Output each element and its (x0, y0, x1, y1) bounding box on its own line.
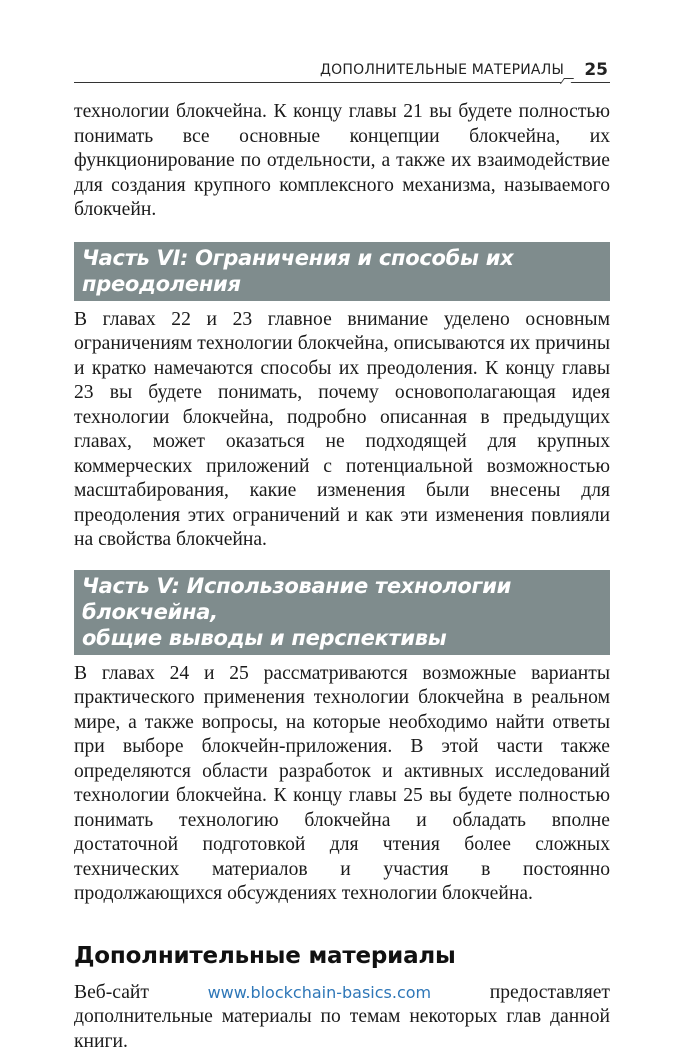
header-rule-notch (560, 78, 574, 84)
intro-paragraph: технологии блокчейна. К концу главы 21 вы будете полностью понимать все основные концепции блокчейна, их функционирование по отдельности, а также их взаимодействие для создания крупного комплексного механизма, называемого блокчейн. (74, 100, 610, 223)
resources-heading: Дополнительные материалы (74, 941, 610, 971)
page-content (74, 100, 610, 1054)
part-5-heading-line-1: Часть V: Использование технологии блокчейна, (82, 573, 602, 625)
part-5-paragraph: В главах 24 и 25 рассматриваются возможные варианты практического применения технологии блокчейна в реальном мире, а также вопросы, на которые необходимо найти ответы при выборе блокчейн-приложения. В этой части также определяются области разработок и активных исследований технологии блокчейна. К концу главы 25 вы будете полностью понимать технологию блокчейна и обладать вполне достаточной подготовкой для чтения более сложных технических материалов и участия в постоянно продолжающихся обсуждениях технологии блокчейна. (74, 662, 610, 907)
resources-text-before: Веб-сайт (74, 982, 208, 1003)
part-6-paragraph: В главах 22 и 23 главное внимание уделено основным ограничениям технологии блокчейна, описываются их причины и кратко намечаются способы их преодоления. К концу главы 23 вы будете понимать, почему основополагающая идея технологии блокчейна, подробно описанная в предыдущих главах, может оказаться не подходящей для крупных коммерческих приложений с потенциальной возможностью масштабирования, какие изменения были внесены для преодоления этих ограничений и как эти изменения повлияли на свойства блокчейна. (74, 308, 610, 553)
running-head-title: ДОПОЛНИТЕЛЬНЫЕ МАТЕРИАЛЫ (320, 62, 564, 78)
resources-text-after: предоставляет дополнительные материалы по темам некоторых глав данной книги. (74, 982, 610, 1052)
part-6-heading: Часть VI: Ограничения и способы их преодоления (74, 242, 610, 301)
resources-paragraph (74, 981, 610, 1054)
website-link[interactable]: www.blockchain-basics.com (208, 983, 432, 1002)
running-head (74, 52, 610, 84)
page-number: 25 (584, 60, 608, 80)
part-5-heading-line-2: общие выводы и перспективы (82, 625, 602, 651)
header-rule (74, 82, 610, 83)
part-5-heading (74, 570, 610, 655)
